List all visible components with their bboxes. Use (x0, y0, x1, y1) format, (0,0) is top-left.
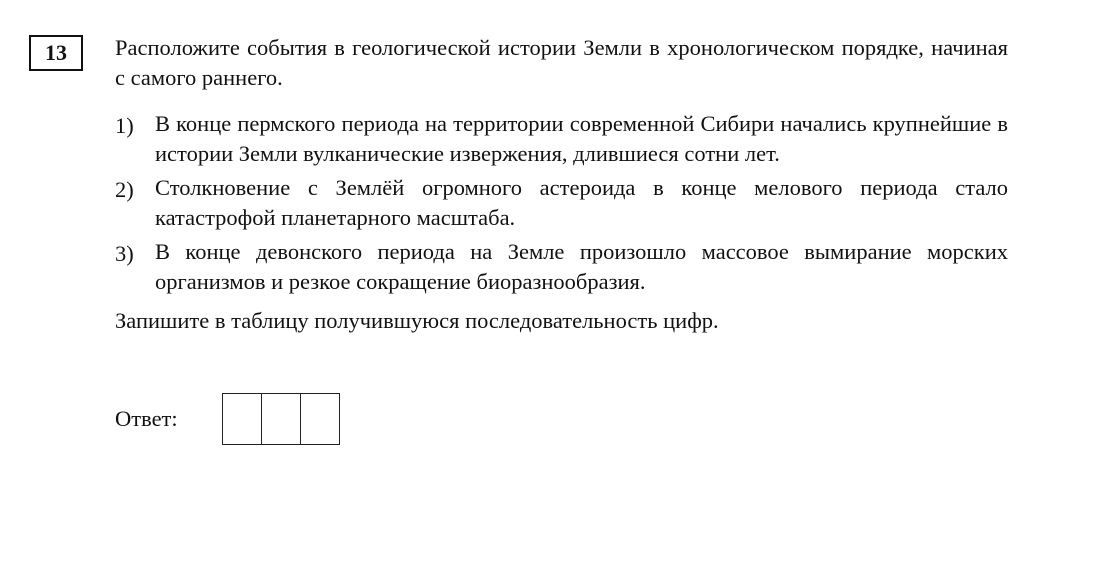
option-text: Столкновение с Землёй огромного астероида в конце мелового периода стало катастрофой планетарного масштаба. (155, 175, 1008, 230)
instruction-text: Запишите в таблицу получившуюся последовательность цифр. (115, 308, 719, 333)
option-item-2 (115, 173, 1008, 232)
answer-cell-3[interactable] (301, 394, 339, 444)
answer-label: Ответ: (115, 406, 178, 431)
option-text: В конце пермского периода на территории современной Сибири начались крупнейшие в истории Земли вулканические извержения, длившиеся сотни лет. (155, 111, 1008, 166)
answer-cell-2[interactable] (262, 394, 301, 444)
answer-cell-1[interactable] (223, 394, 262, 444)
answer-table (222, 393, 340, 445)
option-item-1 (115, 109, 1008, 168)
question-body (115, 33, 1008, 336)
option-number: 2) (115, 177, 134, 202)
option-number: 3) (115, 241, 134, 266)
question-prompt: Расположите события в геологической истории Земли в хронологическом порядке, начиная с самого раннего. (115, 35, 1008, 90)
options-list (115, 109, 1008, 296)
option-number: 1) (115, 113, 134, 138)
answer-row (115, 393, 340, 445)
option-text: В конце девонского периода на Земле произошло массовое вымирание морских организмов и резкое сокращение биоразнообразия. (155, 239, 1008, 294)
question-number: 13 (29, 35, 83, 71)
option-item-3 (115, 237, 1008, 296)
